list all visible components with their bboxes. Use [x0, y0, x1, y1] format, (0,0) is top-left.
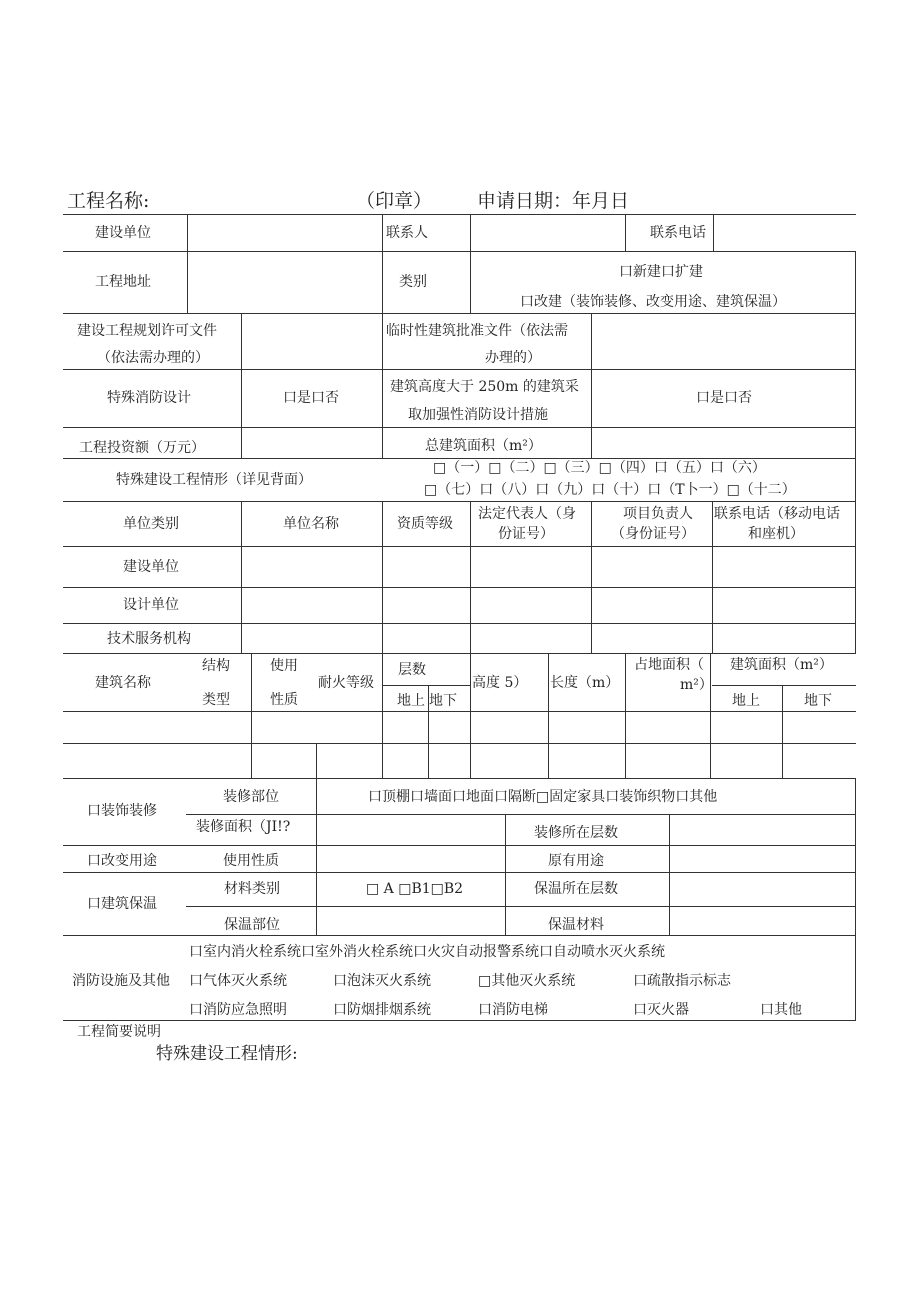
- evac-sign-option[interactable]: 口疏散指示标志: [633, 973, 731, 989]
- rule: [712, 501, 713, 653]
- area-above-header: 地上: [732, 693, 760, 709]
- temp-approval-note: 办理的）: [485, 350, 541, 366]
- other-extinguish-option[interactable]: □其他灭火系统: [478, 973, 576, 989]
- rule: [63, 778, 856, 779]
- rule: [548, 653, 549, 778]
- rule: [712, 685, 856, 686]
- rule: [710, 653, 711, 778]
- special-case-options-2[interactable]: □（七）口（八）口（九）口（十）口（T卜一）□（十二）: [424, 482, 796, 498]
- insul-part-label: 保温部位: [224, 917, 280, 933]
- rule: [63, 427, 856, 428]
- rule: [316, 778, 317, 935]
- height-measure-choice[interactable]: 口是口否: [696, 390, 752, 406]
- rule: [186, 906, 856, 907]
- special-fire-design-label: 特殊消防设计: [107, 390, 191, 406]
- rule: [63, 546, 856, 547]
- category-option-reno[interactable]: 口改建（装饰装修、改变用途、建筑保温）: [520, 294, 786, 310]
- rule: [63, 711, 856, 712]
- rule: [855, 458, 856, 653]
- structure-header-2: 类型: [202, 692, 230, 708]
- original-use-label: 原有用途: [548, 853, 604, 869]
- rule: [382, 214, 383, 313]
- rule: [382, 685, 470, 686]
- height-measure-label: 建筑高度大于 250m 的建筑采: [390, 379, 579, 395]
- project-address-label: 工程地址: [95, 274, 151, 290]
- extinguisher-option[interactable]: 口灭火器: [633, 1002, 689, 1018]
- rule: [591, 501, 592, 653]
- insul-material-label: 保温材料: [548, 917, 604, 933]
- apply-date: 申请日期：年月日: [477, 190, 630, 212]
- change-use-checkbox[interactable]: 口改变用途: [87, 853, 157, 869]
- rule: [63, 501, 856, 502]
- qualification-header: 资质等级: [397, 516, 453, 532]
- rule: [382, 501, 383, 653]
- seal-label: （印章）: [356, 190, 433, 212]
- category-label: 类别: [399, 274, 427, 290]
- rule: [669, 814, 670, 935]
- unit-row-builder: 建设单位: [123, 559, 179, 575]
- rule: [591, 313, 592, 458]
- deco-floor-label: 装修所在层数: [534, 825, 618, 841]
- rule: [187, 214, 188, 313]
- structure-header: 结构: [202, 658, 230, 674]
- rule: [382, 653, 383, 778]
- deco-part-label: 装修部位: [223, 789, 279, 805]
- use-nature-label: 使用性质: [223, 853, 279, 869]
- special-fire-design-choice[interactable]: 口是口否: [283, 390, 339, 406]
- other-option[interactable]: 口其他: [760, 1002, 802, 1018]
- decoration-checkbox[interactable]: 口装饰装修: [87, 803, 157, 819]
- fire-elevator-option[interactable]: 口消防电梯: [478, 1002, 548, 1018]
- fire-facilities-row-1[interactable]: 口室内消火栓系统口室外消火栓系统口火灾自动报警系统口自动喷水灭火系统: [189, 944, 665, 960]
- rule: [63, 587, 856, 588]
- category-option-new[interactable]: 口新建口扩建: [619, 264, 703, 280]
- rule: [63, 251, 856, 252]
- project-lead-header-note: （身份证号）: [611, 526, 695, 542]
- rule: [241, 501, 242, 653]
- insul-floor-label: 保温所在层数: [534, 881, 618, 897]
- unit-row-tech-service: 技术服务机构: [107, 631, 191, 647]
- emergency-light-option[interactable]: 口消防应急照明: [189, 1002, 287, 1018]
- phone-header-note: 和座机）: [748, 526, 804, 542]
- floors-above-header: 地上: [397, 693, 425, 709]
- special-case-label: 特殊建设工程情形（详见背面）: [116, 472, 312, 488]
- building-name-header: 建筑名称: [95, 675, 151, 691]
- unit-type-header: 单位类别: [123, 516, 179, 532]
- insulation-checkbox[interactable]: 口建筑保温: [87, 896, 157, 912]
- rule: [470, 501, 471, 653]
- planning-permit-note: （依法需办理的）: [97, 350, 209, 366]
- fire-rating-header: 耐火等级: [318, 675, 374, 691]
- deco-area-label: 装修面积（JI!?: [196, 819, 291, 835]
- rule: [63, 623, 856, 624]
- deco-part-options[interactable]: 口顶棚口墙面口地面口隔断□固定家具口装饰织物口其他: [368, 789, 718, 805]
- brief-label: 工程简要说明: [77, 1024, 161, 1040]
- rule: [505, 814, 506, 935]
- planning-permit-label: 建设工程规划许可文件: [77, 323, 217, 339]
- special-case-options-1[interactable]: □（一）□（二）□（三）□（四）口（五）口（六）: [433, 460, 766, 476]
- project-lead-header: 项目负责人: [623, 506, 693, 522]
- rule: [186, 814, 856, 815]
- rule: [63, 313, 856, 314]
- rule: [63, 369, 856, 370]
- temp-approval-label: 临时性建筑批准文件（依法需: [386, 323, 568, 339]
- project-name-label: 工程名称:: [67, 190, 150, 212]
- footprint-header: 占地面积（: [634, 657, 704, 673]
- rule: [625, 214, 626, 251]
- builder-label: 建设单位: [95, 225, 151, 241]
- material-class-options[interactable]: □ A □B1□B2: [366, 881, 464, 897]
- length-header: 长度（m）: [550, 675, 620, 691]
- material-class-label: 材料类别: [224, 881, 280, 897]
- rule: [855, 778, 856, 1020]
- rule: [713, 214, 714, 251]
- foam-extinguish-option[interactable]: 口泡沫灭火系统: [333, 973, 431, 989]
- build-area-header: 建筑面积（m²）: [730, 657, 833, 673]
- legal-rep-header-note: 份证号）: [498, 526, 554, 542]
- use-header: 使用: [270, 658, 298, 674]
- area-below-header: 地下: [804, 693, 832, 709]
- unit-row-designer: 设计单位: [123, 597, 179, 613]
- gas-extinguish-option[interactable]: 口气体灭火系统: [189, 973, 287, 989]
- special-case-heading: 特殊建设工程情形:: [156, 1044, 298, 1064]
- legal-rep-header: 法定代表人（身: [478, 506, 576, 522]
- floors-below-header: 地下: [429, 693, 457, 709]
- rule: [63, 1020, 856, 1021]
- floors-header: 层数: [398, 662, 426, 678]
- rule: [63, 214, 856, 215]
- rule: [470, 214, 471, 313]
- total-area-label: 总建筑面积（m²）: [425, 438, 542, 454]
- rule: [625, 653, 626, 778]
- fire-facilities-label: 消防设施及其他: [72, 973, 170, 989]
- rule: [782, 685, 783, 778]
- rule: [382, 313, 383, 458]
- contact-person-label: 联系人: [386, 225, 428, 241]
- rule: [63, 743, 856, 744]
- rule: [470, 653, 471, 778]
- rule: [63, 935, 856, 936]
- use-header-2: 性质: [270, 692, 298, 708]
- unit-name-header: 单位名称: [283, 516, 339, 532]
- rule: [63, 845, 856, 846]
- rule: [251, 653, 252, 778]
- phone-header: 联系电话（移动电话: [714, 506, 840, 522]
- rule: [63, 653, 856, 654]
- height-measure-note: 取加强性消防设计措施: [408, 407, 548, 423]
- rule: [63, 872, 856, 873]
- smoke-exhaust-option[interactable]: 口防烟排烟系统: [333, 1002, 431, 1018]
- rule: [855, 251, 856, 458]
- rule: [316, 743, 317, 778]
- investment-label: 工程投资额（万元）: [79, 440, 205, 456]
- footprint-header-unit: m²）: [680, 677, 713, 693]
- rule: [241, 313, 242, 458]
- height-header: 高度 5）: [472, 675, 528, 691]
- contact-phone-label: 联系电话: [650, 225, 706, 241]
